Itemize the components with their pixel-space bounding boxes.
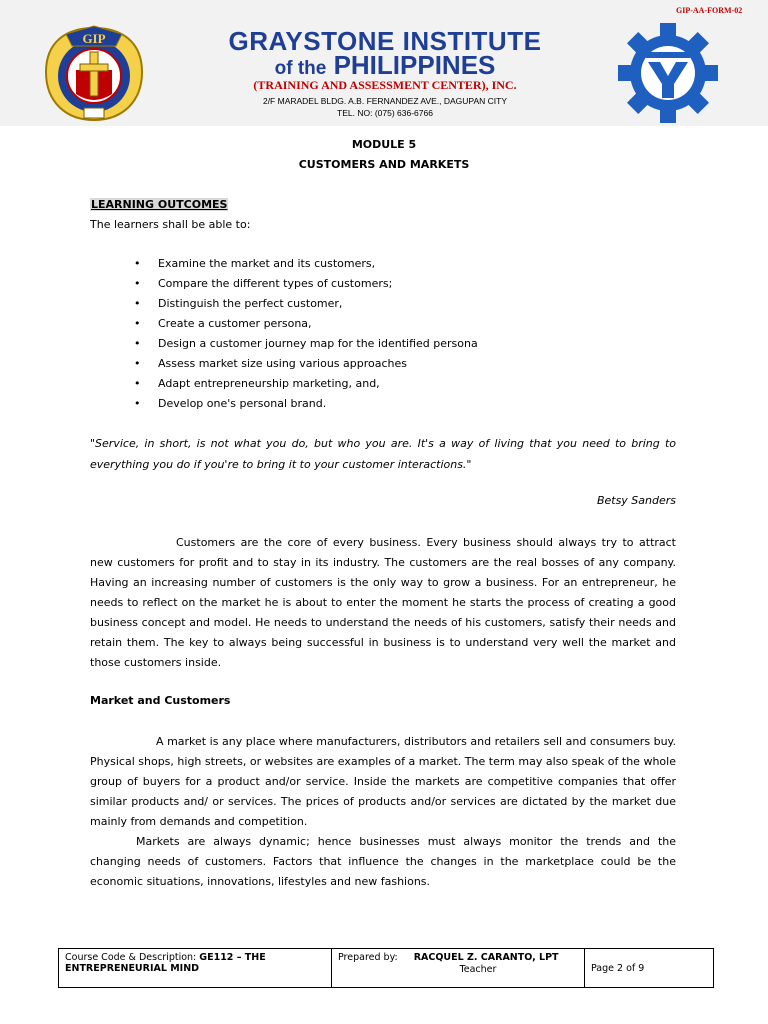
footer-prepared-name: RACQUEL Z. CARANTO, LPT — [413, 952, 559, 963]
body-paragraph-1: Customers are the core of every business. Every business should always try to attract new customers for profit and to stay in its industry. The customers are the real bosses of any company. Having an increasing number of customers is the only way to grow a business. For an entrepreneur, he needs to reflect on the market he is about to enter the moment he starts the process of creating a good business concept and model. He needs to understand the needs of his customers, satisfy their needs and retain them. The key to always being successful in business is to understand very well the market and those customers inside. — [90, 536, 676, 669]
learning-outcomes-heading: LEARNING OUTCOMES — [91, 198, 228, 211]
gip-seal-logo — [36, 22, 152, 124]
institute-name-line1: GRAYSTONE INSTITUTE — [228, 26, 542, 56]
institute-country: PHILIPPINES — [333, 50, 496, 80]
institute-of-the: of the — [274, 58, 327, 79]
outcome-item: • Assess market size using various approaches — [132, 356, 478, 376]
footer-course-cell — [59, 949, 332, 988]
section-heading-market-customers: Market and Customers — [90, 694, 231, 707]
module-title: CUSTOMERS AND MARKETS — [298, 158, 470, 171]
institute-subtitle: (TRAINING AND ASSESSMENT CENTER), INC. — [253, 78, 517, 92]
quote-text: "Service, in short, is not what you do, but who you are. It's a way of living that you need to bring to everything you do if you're to bring it to your customer interactions." — [90, 437, 676, 471]
footer-page-number: Page 2 of 9 — [591, 962, 645, 974]
outcome-item: • Develop one's personal brand. — [132, 396, 478, 416]
outcome-item: • Adapt entrepreneurship marketing, and, — [132, 376, 478, 396]
institute-address: 2/F MARADEL BLDG. A.B. FERNANDEZ AVE., DAGUPAN CITY — [262, 96, 508, 106]
module-number: MODULE 5 — [351, 138, 417, 151]
outcome-item: • Design a customer journey map for the identified persona — [132, 336, 478, 356]
institute-telephone: TEL. NO: (075) 636-6766 — [337, 108, 433, 118]
institute-name-line2 — [200, 50, 570, 81]
outcome-item: • Examine the market and its customers, — [132, 256, 478, 276]
footer-page-cell — [585, 949, 714, 988]
outcome-item: • Create a customer persona, — [132, 316, 478, 336]
body-paragraph-2: A market is any place where manufacturers, distributors and retailers sell and consumers buy. Physical shops, high streets, or websites are examples of a market. The term may also speak of the whole group of buyers for a product and/or service. Inside the markets are competitive companies that offer similar products and/ or services. The prices of products and/or services are dictated by the market due mainly from demands and competition. — [90, 735, 676, 828]
footer-course-label: Course Code & Description: — [65, 952, 197, 963]
body-paragraph-3: Markets are always dynamic; hence businesses must always monitor the trends and the changing needs of customers. Factors that influence the changes in the marketplace could be the economic situations, innovations, lifestyles and new fashions. — [90, 835, 676, 888]
learning-outcomes-list — [132, 256, 478, 416]
quote-author: Betsy Sanders — [596, 494, 676, 507]
footer-prepared-label: Prepared by: — [338, 952, 398, 963]
gip-logo-text: GIP — [82, 31, 106, 46]
footer-table — [58, 948, 714, 988]
footer-course-value: GE112 – THE ENTREPRENEURIAL MIND — [65, 952, 266, 974]
form-code: GIP-AA-FORM-02 — [676, 6, 743, 15]
footer-prepared-cell — [332, 949, 585, 988]
footer-prepared-role: Teacher — [459, 964, 497, 975]
learning-outcomes-intro: The learners shall be able to: — [90, 218, 251, 231]
outcome-item: • Distinguish the perfect customer, — [132, 296, 478, 316]
outcome-item: • Compare the different types of customers; — [132, 276, 478, 296]
tesda-gear-logo — [616, 22, 720, 124]
